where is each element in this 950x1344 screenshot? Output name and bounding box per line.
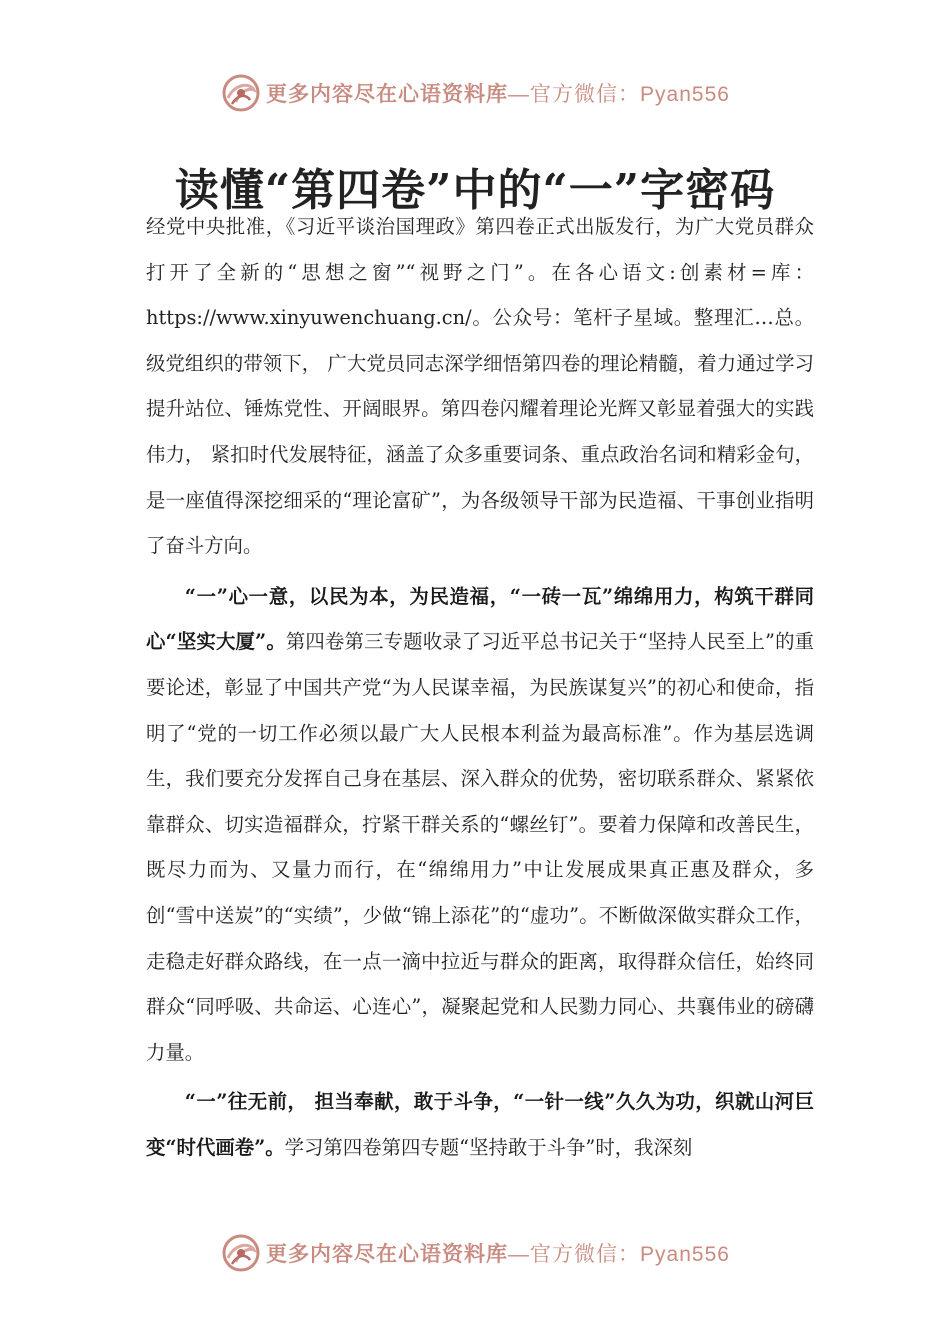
section-1-text: 第四卷第三专题收录了习近平总书记关于“坚持人民至上”的重要论述，彰显了中国共产党“为人民谋幸福，为民族谋复兴”的初心和使命，指明了“党的一切工作必须以最广大人民根本利益为最高标准”。作为基层选调生，我们要充分发挥自己身在基层、深入群众的优势，密切联系群众、紧紧依靠群众、切实造福群众，拧紧干群关系的“螺丝钉”。要着力保障和改善民生，既尽力而为、又量力而行，在“绵绵用力”中让发展成果真正惠及群众，多创“雪中送炭”的“实绩”，少做“锦上添花”的“虚功”。不断做深做实群众工作，走稳走好群众路线，在一点一滴中拉近与群众的距离，取得群众信任，始终同群众“同呼吸、共命运、心连心”，凝聚起党和人民勠力同心、共襄伟业的磅礴力量。 xyxy=(146,630,815,1064)
swirl-logo-icon xyxy=(220,72,262,114)
section-2-heading: “一”往无前， 担当奉献，敢于斗争，“一针一线”久久为功，织就山河巨变“时代画卷”。 xyxy=(146,1090,814,1159)
paragraph-intro: 经党中央批准，《习近平谈治国理政》第四卷正式出版发行，为广大党员群众打开了全新的“思想之窗”“视野之门”。在各心语文:创素材=库：https://www.xinyuwenchuang.cn/。公众号：笔杆子星域。整理汇…总。级党组织的带领下， 广大党员同志深学细悟第四卷的理论精髓，着力通过学习提升站位、锤炼党性、开阔眼界。第四卷闪耀着理论光辉又彰显着强大的实践伟力， 紧扣时代发展特征，涵盖了众多重要词条、重点政治名词和精彩金句， 是一座值得深挖细采的“理论富矿”，为各级领导干部为民造福、干事创业指明了奋斗方向。 xyxy=(146,215,814,558)
banner-site-text: 更多内容尽在心语资料库 xyxy=(266,81,509,106)
footer-site-text: 更多内容尽在心语资料库 xyxy=(266,1241,509,1266)
article-body xyxy=(146,204,814,1170)
section-1-heading: “一”心一意，以民为本，为民造福，“一砖一瓦”绵绵用力，构筑干群同心“坚实大厦”。 xyxy=(146,584,814,654)
banner-wechat-text: —官方微信：Pyan556 xyxy=(508,83,730,106)
section-2-text: 学习第四卷第四专题“坚持敢于斗争”时，我深刻 xyxy=(284,1135,693,1159)
footer-wechat-text: —官方微信：Pyan556 xyxy=(508,1243,730,1266)
footer-banner xyxy=(0,1230,950,1276)
page-title: 读懂“第四卷”中的“一”字密码 xyxy=(174,165,776,216)
paragraph-section-2 xyxy=(146,1079,814,1170)
header-banner xyxy=(0,70,950,116)
paragraph-section-1 xyxy=(146,574,814,1076)
swirl-logo-icon xyxy=(220,1232,262,1274)
